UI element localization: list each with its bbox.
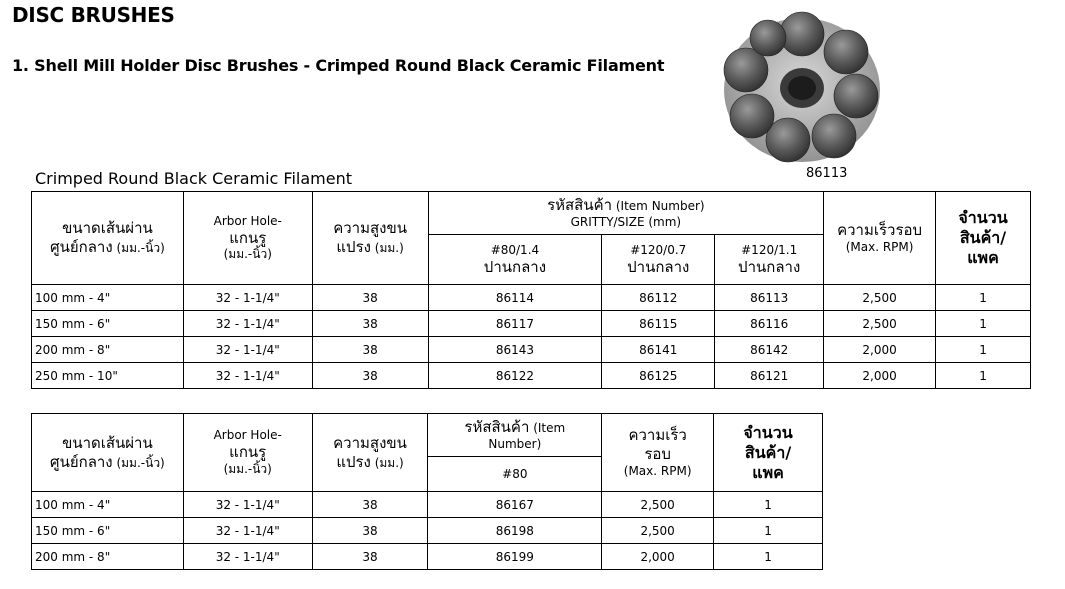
cell-rpm: 2,000 — [824, 337, 936, 363]
cell-rpm: 2,000 — [824, 363, 936, 389]
page-title: DISC BRUSHES — [12, 3, 175, 27]
cell-item: 86116 — [715, 311, 824, 337]
table1-caption: Crimped Round Black Ceramic Filament — [35, 169, 352, 188]
cell-qty: 1 — [936, 285, 1031, 311]
cell-size: 200 mm - 8" — [32, 544, 184, 570]
cell-height: 38 — [312, 492, 428, 518]
cell-item: 86142 — [715, 337, 824, 363]
cell-item: 86112 — [602, 285, 715, 311]
cell-item: 86117 — [428, 311, 602, 337]
disc-brush-image — [716, 8, 884, 166]
table-row — [32, 492, 823, 518]
cell-arbor: 32 - 1-1/4" — [183, 544, 312, 570]
cell-item: 86199 — [428, 544, 602, 570]
cell-height: 38 — [312, 544, 428, 570]
header-grit-80: #80/1.4 ปานกลาง — [428, 235, 602, 285]
product-table-2 — [31, 413, 823, 570]
header-grit-120-11: #120/1.1 ปานกลาง — [715, 235, 824, 285]
cell-item: 86125 — [602, 363, 715, 389]
cell-item: 86113 — [715, 285, 824, 311]
header-grit-120-07: #120/0.7 ปานกลาง — [602, 235, 715, 285]
header-diameter: ขนาดเส้นผ่าน ศูนย์กลาง (มม.-นิ้ว) — [32, 192, 184, 285]
header-quantity: จำนวน สินค้า/ แพค — [936, 192, 1031, 285]
cell-height: 38 — [312, 285, 428, 311]
header-grit-80: #80 — [428, 457, 602, 492]
table-row — [32, 285, 1031, 311]
cell-rpm: 2,500 — [602, 518, 714, 544]
header-item-number: รหัสสินค้า (Item Number) — [428, 414, 602, 457]
table-row — [32, 363, 1031, 389]
header-speed: ความเร็วรอบ (Max. RPM) — [824, 192, 936, 285]
header-diameter: ขนาดเส้นผ่าน ศูนย์กลาง (มม.-นิ้ว) — [32, 414, 184, 492]
cell-rpm: 2,500 — [824, 311, 936, 337]
header-height: ความสูงขน แปรง (มม.) — [312, 414, 428, 492]
cell-arbor: 32 - 1-1/4" — [183, 492, 312, 518]
cell-qty: 1 — [936, 337, 1031, 363]
table-row — [32, 337, 1031, 363]
cell-item: 86114 — [428, 285, 602, 311]
cell-rpm: 2,500 — [602, 492, 714, 518]
table-row — [32, 518, 823, 544]
header-item-number: รหัสสินค้า (Item Number) GRITTY/SIZE (mm) — [428, 192, 824, 235]
cell-rpm: 2,500 — [824, 285, 936, 311]
cell-size: 100 mm - 4" — [32, 492, 184, 518]
cell-height: 38 — [312, 363, 428, 389]
table-row — [32, 311, 1031, 337]
header-arbor: Arbor Hole- แกนรู (มม.-นิ้ว) — [183, 414, 312, 492]
cell-size: 150 mm - 6" — [32, 311, 184, 337]
cell-item: 86121 — [715, 363, 824, 389]
cell-size: 250 mm - 10" — [32, 363, 184, 389]
cell-rpm: 2,000 — [602, 544, 714, 570]
cell-qty: 1 — [936, 363, 1031, 389]
cell-qty: 1 — [714, 518, 823, 544]
cell-height: 38 — [312, 518, 428, 544]
header-height: ความสูงขน แปรง (มม.) — [312, 192, 428, 285]
cell-height: 38 — [312, 337, 428, 363]
cell-qty: 1 — [714, 544, 823, 570]
product-table-1 — [31, 191, 1031, 389]
cell-size: 100 mm - 4" — [32, 285, 184, 311]
cell-arbor: 32 - 1-1/4" — [183, 285, 312, 311]
cell-item: 86143 — [428, 337, 602, 363]
cell-item: 86167 — [428, 492, 602, 518]
cell-height: 38 — [312, 311, 428, 337]
cell-item: 86122 — [428, 363, 602, 389]
cell-item: 86141 — [602, 337, 715, 363]
image-caption: 86113 — [806, 166, 848, 181]
header-arbor: Arbor Hole- แกนรู (มม.-นิ้ว) — [183, 192, 312, 285]
table-row — [32, 544, 823, 570]
section-title: 1. Shell Mill Holder Disc Brushes - Crimped Round Black Ceramic Filament — [12, 56, 665, 75]
cell-arbor: 32 - 1-1/4" — [183, 337, 312, 363]
cell-size: 150 mm - 6" — [32, 518, 184, 544]
cell-arbor: 32 - 1-1/4" — [183, 363, 312, 389]
cell-qty: 1 — [936, 311, 1031, 337]
cell-size: 200 mm - 8" — [32, 337, 184, 363]
header-speed: ความเร็ว รอบ (Max. RPM) — [602, 414, 714, 492]
header-quantity: จำนวน สินค้า/ แพค — [714, 414, 823, 492]
cell-qty: 1 — [714, 492, 823, 518]
cell-arbor: 32 - 1-1/4" — [183, 311, 312, 337]
cell-item: 86115 — [602, 311, 715, 337]
cell-item: 86198 — [428, 518, 602, 544]
cell-arbor: 32 - 1-1/4" — [183, 518, 312, 544]
